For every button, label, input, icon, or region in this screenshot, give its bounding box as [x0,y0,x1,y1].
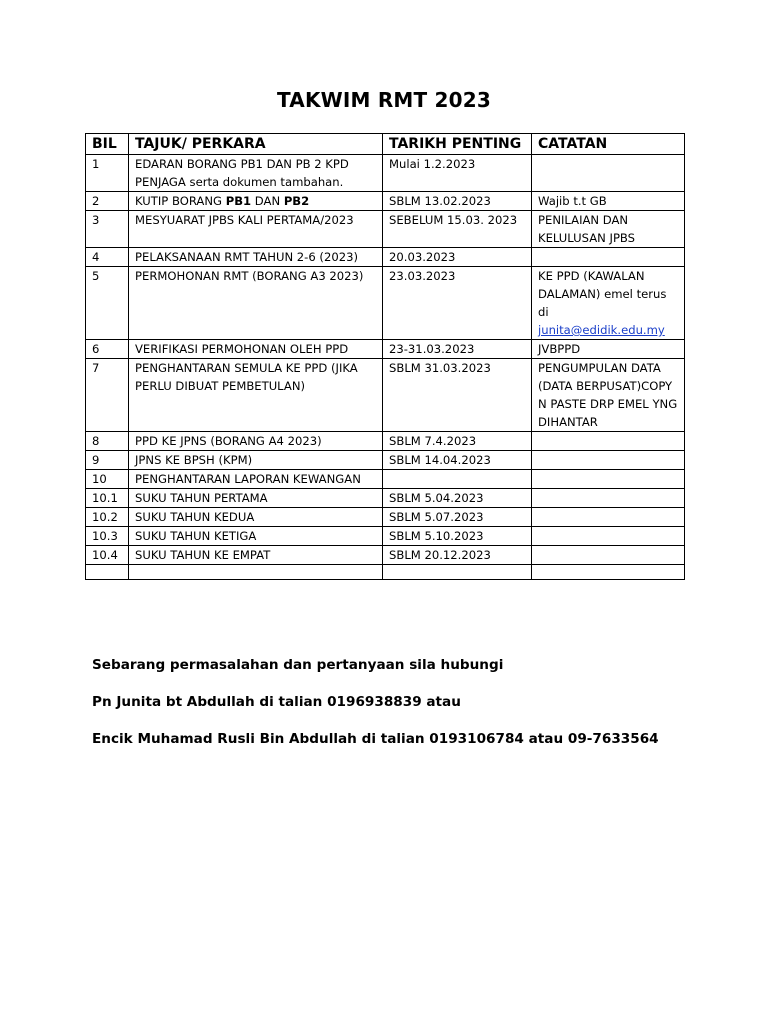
cell-bil: 10.3 [86,527,129,546]
cell-tajuk: PPD KE JPNS (BORANG A4 2023) [129,432,383,451]
cell-tajuk: SUKU TAHUN PERTAMA [129,489,383,508]
cell-tajuk: VERIFIKASI PERMOHONAN OLEH PPD [129,340,383,359]
cell-tarikh: SBLM 14.04.2023 [383,451,532,470]
table-row [86,359,685,432]
cell-bil: 1 [86,155,129,192]
table-row [86,155,685,192]
cell-catatan [532,470,685,489]
cell-catatan: Wajib t.t GB [532,192,685,211]
footer-contact-junita: Pn Junita bt Abdullah di talian 0196938839 atau [92,694,461,710]
table-row [86,489,685,508]
cell-bil: 10 [86,470,129,489]
cell-tarikh: SBLM 5.10.2023 [383,527,532,546]
cell-catatan: PENGUMPULAN DATA (DATA BERPUSAT)COPY N PASTE DRP EMEL YNG DIHANTAR [532,359,685,432]
email-link[interactable]: junita@edidik.edu.my [538,323,665,337]
cell-catatan [532,527,685,546]
table-header-row [86,134,685,155]
cell-tajuk: SUKU TAHUN KE EMPAT [129,546,383,565]
table-row [86,451,685,470]
cell-catatan [532,248,685,267]
cell-tarikh: 20.03.2023 [383,248,532,267]
footer-contact-rusli: Encik Muhamad Rusli Bin Abdullah di talian 0193106784 atau 09-7633564 [92,731,659,747]
cell-tajuk [129,192,383,211]
tajuk-bold-pb2: PB2 [283,194,310,208]
cell-tajuk: PENGHANTARAN SEMULA KE PPD (JIKA PERLU DIBUAT PEMBETULAN) [129,359,383,432]
catatan-text: KE PPD (KAWALAN DALAMAN) emel terus di [538,269,667,319]
cell-tajuk: SUKU TAHUN KEDUA [129,508,383,527]
cell-tajuk: JPNS KE BPSH (KPM) [129,451,383,470]
cell-bil: 5 [86,267,129,340]
cell-tajuk: MESYUARAT JPBS KALI PERTAMA/2023 [129,211,383,248]
cell-catatan [532,508,685,527]
cell-empty [532,565,685,580]
table-row [86,248,685,267]
footer-contact-intro: Sebarang permasalahan dan pertanyaan sila hubungi [92,657,504,673]
tajuk-text: DAN [251,194,284,208]
cell-catatan [532,546,685,565]
cell-empty [86,565,129,580]
cell-bil: 8 [86,432,129,451]
cell-bil: 4 [86,248,129,267]
cell-catatan: PENILAIAN DAN KELULUSAN JPBS [532,211,685,248]
header-catatan: CATATAN [532,134,685,155]
table-row [86,432,685,451]
cell-catatan [532,155,685,192]
cell-catatan [532,432,685,451]
cell-bil: 7 [86,359,129,432]
cell-catatan: JVBPPD [532,340,685,359]
cell-bil: 10.2 [86,508,129,527]
cell-tarikh: Mulai 1.2.2023 [383,155,532,192]
cell-empty [129,565,383,580]
header-tarikh: TARIKH PENTING [383,134,532,155]
table-row [86,192,685,211]
cell-tarikh: SBLM 31.03.2023 [383,359,532,432]
document-title: TAKWIM RMT 2023 [276,88,491,112]
tajuk-text: KUTIP BORANG [135,194,226,208]
header-bil: BIL [86,134,129,155]
cell-tajuk: PENGHANTARAN LAPORAN KEWANGAN [129,470,383,489]
table-row [86,470,685,489]
table-row [86,267,685,340]
cell-tarikh: 23.03.2023 [383,267,532,340]
cell-tarikh: 23-31.03.2023 [383,340,532,359]
cell-bil: 9 [86,451,129,470]
cell-bil: 3 [86,211,129,248]
cell-tarikh [383,470,532,489]
cell-tarikh: SEBELUM 15.03. 2023 [383,211,532,248]
cell-bil: 2 [86,192,129,211]
table-row-empty [86,565,685,580]
cell-tajuk: SUKU TAHUN KETIGA [129,527,383,546]
cell-catatan [532,267,685,340]
cell-catatan [532,451,685,470]
takwim-table [85,133,685,580]
cell-tarikh: SBLM 5.04.2023 [383,489,532,508]
cell-tarikh: SBLM 7.4.2023 [383,432,532,451]
table-row [86,340,685,359]
table-row [86,546,685,565]
tajuk-bold-pb1: PB1 [225,194,252,208]
cell-empty [383,565,532,580]
header-tajuk: TAJUK/ PERKARA [129,134,383,155]
table-row [86,508,685,527]
cell-bil: 10.4 [86,546,129,565]
cell-tarikh: SBLM 13.02.2023 [383,192,532,211]
cell-bil: 6 [86,340,129,359]
cell-tarikh: SBLM 5.07.2023 [383,508,532,527]
cell-tajuk: PELAKSANAAN RMT TAHUN 2-6 (2023) [129,248,383,267]
table-row [86,527,685,546]
cell-bil: 10.1 [86,489,129,508]
cell-tajuk: PERMOHONAN RMT (BORANG A3 2023) [129,267,383,340]
cell-catatan [532,489,685,508]
cell-tarikh: SBLM 20.12.2023 [383,546,532,565]
table-row [86,211,685,248]
cell-tajuk: EDARAN BORANG PB1 DAN PB 2 KPD PENJAGA serta dokumen tambahan. [129,155,383,192]
